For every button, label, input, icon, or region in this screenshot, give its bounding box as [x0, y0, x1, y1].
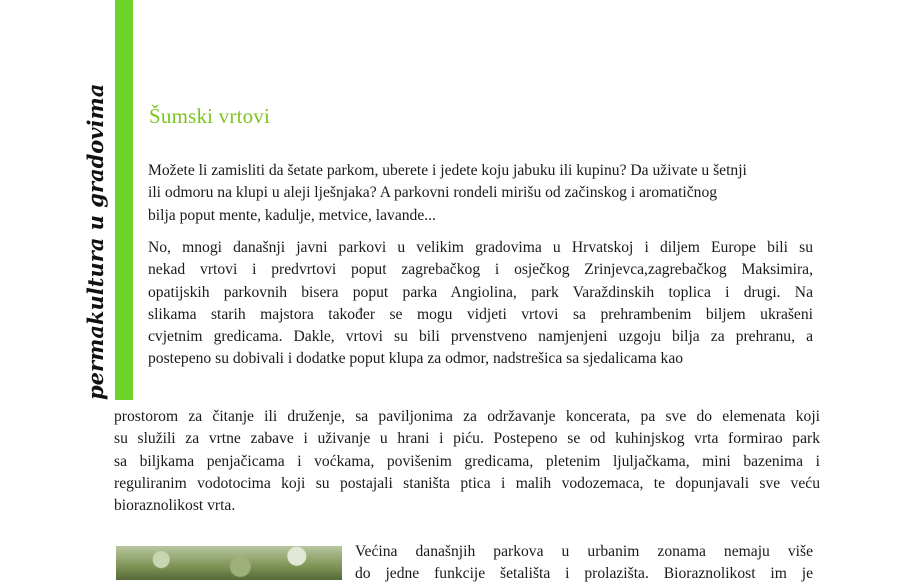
text-line: nekad vrtovi i predvrtovi poput zagrebačkog i osječkog Zrinjevca,zagrebačkog Maksimira,	[148, 261, 813, 279]
paragraph-history	[148, 237, 813, 371]
text-line: reguliranim vodotocima koji su postajali staništa ptica i malih vodozemaca, te dopunjavali sve veću	[114, 474, 820, 492]
text-line: cvjetnim gredicama. Dakle, vrtovi su bili prvenstveno namjenjeni uzgoju bilja za prehranu, a	[148, 328, 813, 346]
text-line: Možete li zamisliti da šetate parkom, uberete i jedete koju jabuku ili kupinu? Da uživate u šetnji	[148, 162, 747, 179]
text-line: Većina današnjih parkova u urbanim zonama nemaju više	[355, 543, 813, 560]
text-line: do jedne funkcije šetališta i prolazišta. Bioraznolikost im je	[355, 565, 813, 583]
text-line: bioraznolikost vrta.	[114, 497, 236, 515]
accent-bar	[115, 0, 133, 400]
text-line: bilja poput mente, kadulje, metvice, lavande...	[148, 206, 436, 224]
paragraph-continuation	[114, 406, 820, 517]
paragraph-modern-parks	[355, 541, 813, 586]
text-line: slikama starih majstora također se mogu vidjeti vrtovi sa prehrambenim biljem ukrašeni	[148, 305, 813, 323]
garden-photo	[116, 546, 342, 580]
article-heading: Šumski vrtovi	[149, 104, 271, 128]
text-line: ili odmoru na klupi u aleji lješnjaka? A parkovni rondeli mirišu od začinskog i aromatičnog	[148, 184, 718, 202]
text-line: opatijskih parkovnih bisera poput parka Angiolina, park Varaždinskih toplica i drugi. Na	[148, 283, 813, 301]
text-line: sa biljkama penjačicama i voćkama, povišenim gredicama, pletenim ljuljačkama, mini bazenima i	[114, 452, 820, 470]
text-line: su služili za vrtne zabave i uživanje u hrani i piću. Postepeno se od kuhinjskog vrta formirao park	[114, 430, 820, 448]
text-line: postepeno su dobivali i dodatke poput klupa za odmor, nadstrešica sa sjedalicama kao	[148, 350, 684, 368]
text-line: prostorom za čitanje ili druženje, sa paviljonima za održavanje koncerata, pa sve do elemenata koji	[114, 408, 820, 425]
text-line: No, mnogi današnji javni parkovi u velikim gradovima u Hrvatskoj i diljem Europe bili su	[148, 239, 813, 256]
section-vertical-title: permakultura u gradovima	[83, 83, 108, 400]
paragraph-intro	[148, 160, 828, 227]
